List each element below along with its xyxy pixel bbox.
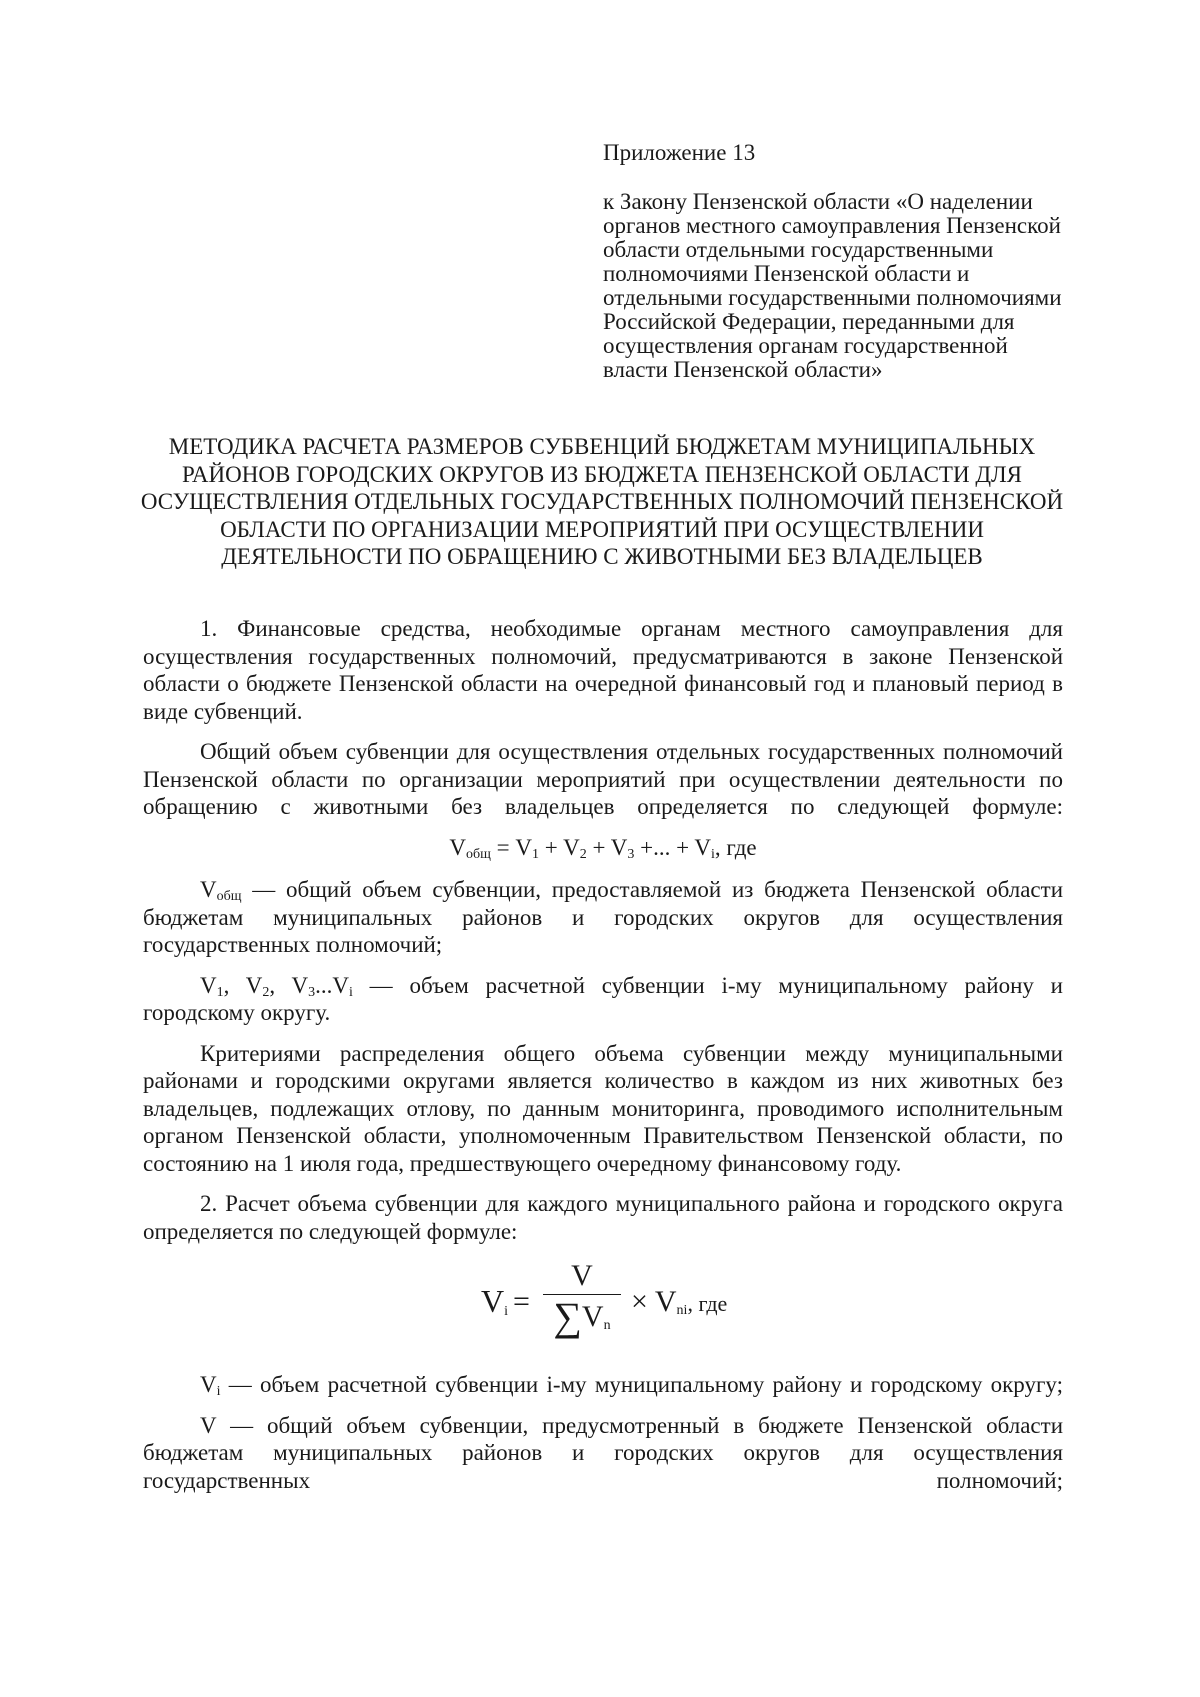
- document-body: [143, 615, 1063, 1507]
- paragraph-3: $V_{общ}$ — общий объем субвенции, предоставляемой из бюджета Пензенской области бюджетам муниципальных районов и городских округов для осуществления государственных полномочий;: [143, 877, 1063, 957]
- formula-share-equals: =: [513, 1285, 530, 1318]
- document-title: МЕТОДИКА РАСЧЕТА РАЗМЕРОВ СУБВЕНЦИЙ БЮДЖЕТАМ МУНИЦИПАЛЬНЫХ РАЙОНОВ ГОРОДСКИХ ОКРУГОВ ИЗ БЮДЖЕТА ПЕНЗЕНСКОЙ ОБЛАСТИ ДЛЯ ОСУЩЕСТВЛЕНИЯ ОТДЕЛЬНЫХ ГОСУДАРСТВЕННЫХ ПОЛНОМОЧИЙ ПЕНЗЕНСКОЙ ОБЛАСТИ ПО ОРГАНИЗАЦИИ МЕРОПРИЯТИЙ ПРИ ОСУЩЕСТВЛЕНИИ ДЕЯТЕЛЬНОСТИ ПО ОБРАЩЕНИЮ С ЖИВОТНЫМИ БЕЗ ВЛАДЕЛЬЦЕВ: [140, 434, 1064, 569]
- fraction-denominator: $\sum V_n$: [553, 1294, 611, 1339]
- formula-fraction: [539, 1258, 625, 1339]
- formula-total: $V_{общ} = V_1 + V_2 + V_3$ +... + $V_i$, где: [449, 834, 757, 862]
- formula-share-lhs: $V_i$: [481, 1283, 508, 1319]
- fraction-numerator: V: [571, 1259, 593, 1292]
- annex-law-reference: к Закону Пензенской области «О наделении органов местного самоуправления Пензенской области отдельными государственными полномочиями Пензенской области и отдельными государственными полномочиями Российской Федерации, переданными для осуществления органам государственной власти Пензенской области»: [603, 189, 1062, 382]
- annex-block: [603, 141, 1063, 382]
- paragraph-4: $V_1$, $V_2$, $V_3...V_i$ — объем расчетной субвенции i-му муниципальному району и городскому округу.: [143, 972, 1063, 1025]
- formula-share-rhs: × $V_{ni}$, где: [631, 1285, 728, 1318]
- paragraph-1: 1. Финансовые средства, необходимые органам местного самоуправления для осуществления государственных полномочий, предусматриваются в законе Пензенской области о бюджете Пензенской области на очередной финансовый год и плановый период в виде субвенций.: [143, 616, 1063, 724]
- paragraph-8: V — общий объем субвенции, предусмотренный в бюджете Пензенской области бюджетам муниципальных районов и городских округов для осуществления государственных полномочий;: [143, 1412, 1063, 1493]
- paragraph-7: $V_i$ — объем расчетной субвенции i-му муниципальному району и городскому округу;: [200, 1372, 1063, 1399]
- paragraph-6: 2. Расчет объема субвенции для каждого муниципального района и городского округа определяется по следующей формуле:: [143, 1191, 1063, 1244]
- formula-share: [143, 1258, 1063, 1353]
- paragraph-2: Общий объем субвенции для осуществления отдельных государственных полномочий Пензенской области по организации мероприятий при осуществлении деятельности по обращению с животными без владельцев определяется по следующей формуле:: [143, 739, 1063, 819]
- paragraph-5: Критериями распределения общего объема субвенции между муниципальными районами и городскими округами является количество в каждом из них животных без владельцев, подлежащих отлову, по данным мониторинга, проводимого исполнительным органом Пензенской области, уполномоченным Правительством Пензенской области, по состоянию на 1 июля года, предшествующего очередному финансовому году.: [143, 1040, 1063, 1176]
- annex-number: Приложение 13: [603, 140, 756, 165]
- sigma-symbol: ∑: [553, 1294, 582, 1339]
